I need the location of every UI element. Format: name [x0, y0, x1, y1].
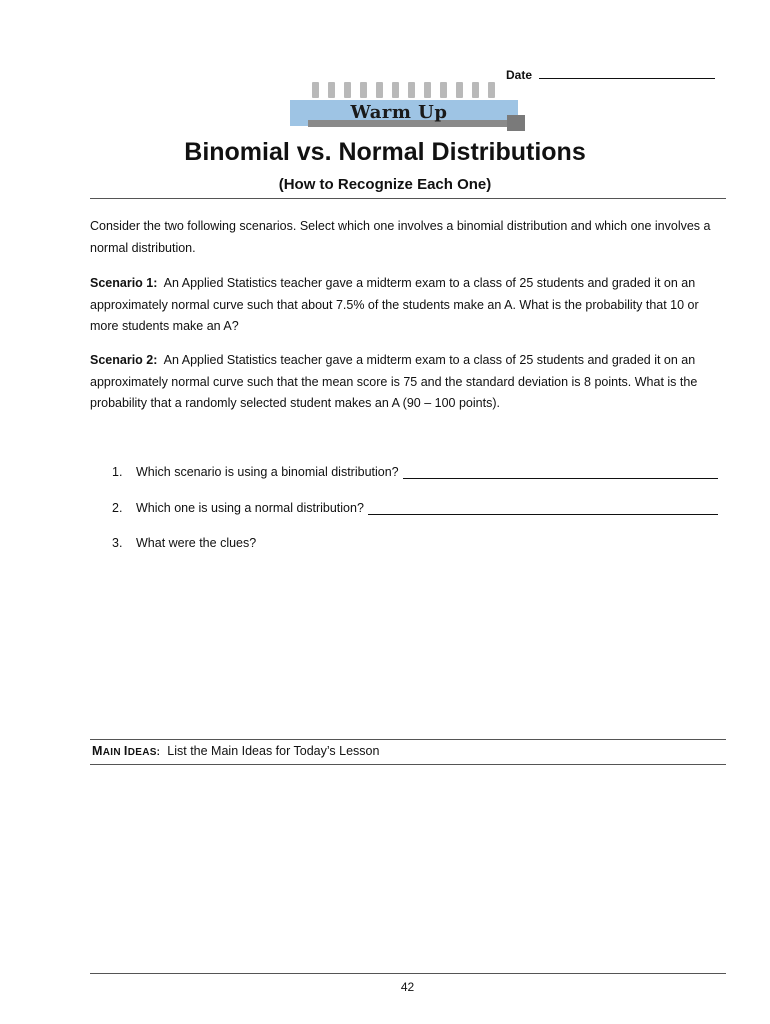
binder-ring-icon	[328, 82, 335, 98]
page-subtitle: (How to Recognize Each One)	[278, 176, 492, 193]
answer-line[interactable]	[403, 466, 718, 479]
date-blank-line[interactable]	[539, 68, 715, 79]
intro-paragraph: Consider the two following scenarios. Select which one involves a binomial distribution and which one involves a normal distribution.	[90, 219, 711, 255]
main-ideas-bottom-rule	[90, 764, 726, 765]
scenario-1-paragraph	[90, 273, 726, 338]
binder-ring-icon	[376, 82, 383, 98]
title-divider	[90, 198, 726, 199]
question-text: Which scenario is using a binomial distribution?	[136, 465, 399, 479]
main-ideas-top-rule	[90, 739, 726, 740]
binder-ring-icon	[472, 82, 479, 98]
warm-up-banner	[290, 82, 530, 134]
main-ideas-section	[92, 744, 379, 758]
page-number: 42	[400, 980, 415, 994]
banner-corner-square	[507, 115, 525, 131]
scenario-1-label: Scenario 1:	[90, 276, 158, 290]
date-field[interactable]	[506, 68, 715, 82]
question-number: 1.	[112, 465, 123, 479]
question-number: 3.	[112, 536, 123, 550]
scenario-2-paragraph	[90, 350, 726, 415]
binder-ring-icon	[344, 82, 351, 98]
answer-line[interactable]	[368, 502, 718, 515]
question-text: What were the clues?	[136, 536, 257, 550]
binder-ring-icon	[440, 82, 447, 98]
main-ideas-heading: MAIN IDEAS:	[92, 744, 161, 758]
question-text: Which one is using a normal distribution?	[136, 501, 364, 515]
date-label: Date	[506, 68, 533, 82]
binder-ring-icon	[408, 82, 415, 98]
binder-ring-icon	[392, 82, 399, 98]
scenario-2-label: Scenario 2:	[90, 353, 158, 367]
binder-ring-icon	[488, 82, 495, 98]
binder-ring-icon	[312, 82, 319, 98]
page-title: Binomial vs. Normal Distributions	[184, 138, 586, 166]
binder-ring-icon	[360, 82, 367, 98]
main-ideas-text: List the Main Ideas for Today’s Lesson	[167, 744, 380, 758]
question-2	[112, 501, 718, 515]
scenario-1-text: An Applied Statistics teacher gave a midterm exam to a class of 25 students and graded it on an approximately normal curve such that about 7.5% of the students make an A. What is the probability that 10 or more students make an A?	[90, 276, 699, 333]
footer-rule	[90, 973, 726, 974]
question-1	[112, 465, 718, 479]
question-3	[112, 536, 718, 550]
binder-ring-icon	[456, 82, 463, 98]
scenario-2-text: An Applied Statistics teacher gave a midterm exam to a class of 25 students and graded it on an approximately normal curve such that the mean score is 75 and the standard deviation is 8 points. What is the probability that a randomly selected student makes an A (90 – 100 points).	[90, 353, 698, 410]
banner-label: Warm Up	[350, 102, 448, 123]
question-number: 2.	[112, 501, 123, 515]
binder-ring-icon	[424, 82, 431, 98]
